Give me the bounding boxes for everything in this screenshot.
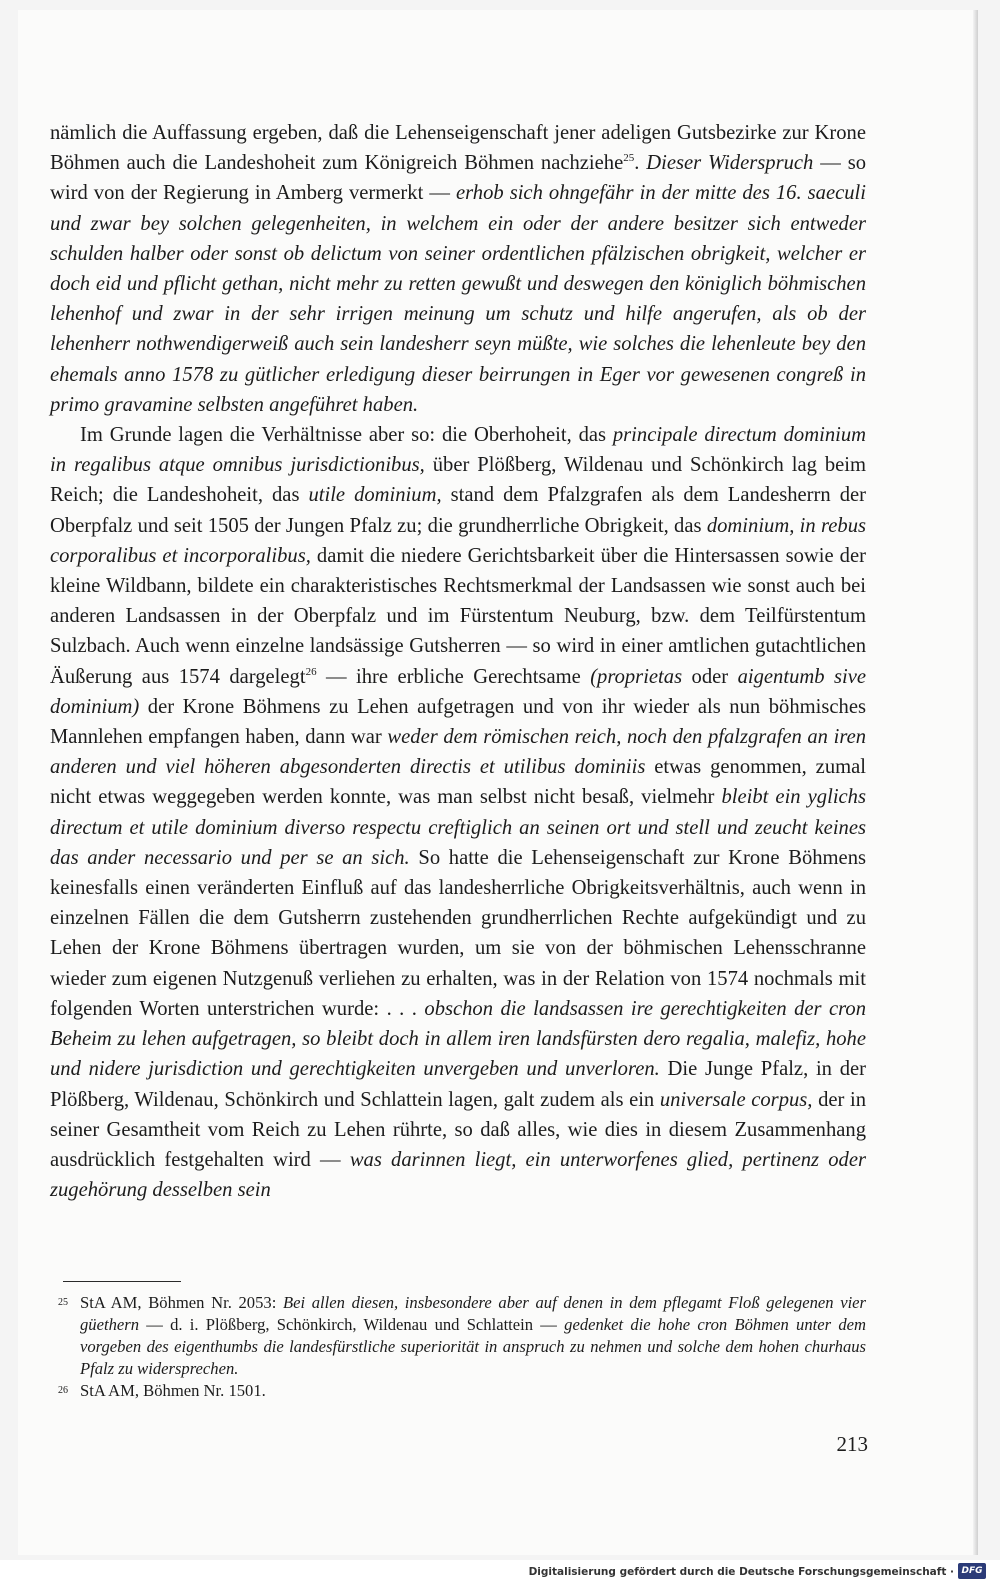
text-span: damit die niedere Gerichtsbarkeit über die Hintersassen sowie der kleine Wildbann, bildete ein charakteristisches Rechtsmerkmal der Landsassen wie sonst auch bei anderen Landsassen in der Oberpfalz und im Fürstentum Neuburg, bzw. dem Teilfürstentum Sulzbach. Auch wenn einzelne landsässige Gutsherren — so wird in einer amtlichen gutachtlichen Äußerung aus 1574 dargelegt bbox=[50, 544, 866, 688]
text-span: nämlich die Auffassung ergeben, daß die Lehenseigenschaft jener adeligen Gutsbezirke zur Krone Böhmen auch die Landeshoheit zum Königreich Böhmen nachziehe bbox=[50, 122, 866, 175]
italic-span: Bei allen diesen, insbesondere aber auf denen in dem pflegamt Floß gelegenen vier güethern bbox=[80, 1293, 867, 1334]
footnote-number: 25 bbox=[58, 1297, 68, 1308]
footnote-25 bbox=[50, 1292, 866, 1380]
page-edge-shadow bbox=[973, 10, 978, 1555]
italic-span: weder dem römischen reich, noch den pfalzgrafen an iren anderen und viel höheren abgesonderten directis et utilibus dominiis bbox=[50, 726, 867, 779]
text-span: — ihre erbliche Gerechtsame bbox=[316, 665, 591, 688]
italic-span: principale directum dominium in regalibus atque omnibus jurisdictionibus, bbox=[50, 424, 867, 477]
italic-span: gedenket die hohe cron Böhmen unter dem vorgeben des eigenthumbs die landesfürstliche superiorität in anspruch zu nehmen und solche dem hohen churhaus Pfalz zu widersprechen. bbox=[80, 1315, 866, 1378]
text-span: . bbox=[634, 152, 647, 175]
italic-span: Dieser Widerspruch bbox=[646, 152, 814, 175]
text-span: StA AM, Böhmen Nr. 2053: bbox=[80, 1293, 283, 1312]
text-span: — so wird von der Regierung in Amberg vermerkt — bbox=[50, 152, 867, 205]
italic-span: was darinnen liegt, ein unterworfenes glied, pertinenz oder zugehörung desselben sein bbox=[50, 1148, 866, 1202]
footnote-26 bbox=[50, 1380, 866, 1402]
text-span: der Krone Böhmens zu Lehen aufgetragen und von ihr wieder als nun böhmisches Mannlehen empfangen haben, dann war bbox=[50, 695, 866, 749]
text-span: oder bbox=[682, 665, 738, 688]
text-span: StA AM, Böhmen Nr. 1501. bbox=[80, 1381, 266, 1400]
text-span: stand dem Pfalzgrafen als dem Landesherrn der Oberpfalz und seit 1505 der Jungen Pfalz zu; die grundherrliche Obrigkeit, das bbox=[50, 484, 866, 537]
footnote-number: 26 bbox=[58, 1385, 68, 1396]
paragraph-1 bbox=[50, 118, 866, 420]
italic-span: dominium, in rebus corporalibus et incorporalibus, bbox=[50, 514, 867, 567]
text-span: — d. i. Plößberg, Schönkirch, Wildenau und Schlattein — bbox=[139, 1315, 565, 1334]
text-span: Im Grunde lagen die Verhältnisse aber so: die Oberhoheit, das bbox=[80, 424, 613, 447]
italic-span: universale corpus, bbox=[659, 1088, 813, 1111]
credit-text: Digitalisierung gefördert durch die Deutsche Forschungsgemeinschaft · bbox=[528, 1566, 954, 1578]
text-span: über Plößberg, Wildenau und Schönkirch lag beim Reich; die Landeshoheit, das bbox=[50, 454, 866, 507]
text-span: So hatte die Lehenseigenschaft zur Krone Böhmens keinesfalls einen veränderten Einfluß auf das landesherrliche Obrigkeitsverhältnis, auch wenn in einzelnen Fällen die dem Gutsherrn zustehenden grundherrlichen Rechte aufgekündigt und zu Lehen der Krone Böhmens übertragen wurden, um sie von der böhmischen Lehensschranne wieder zum eigenen Nutzgenuß verliehen zu erhalten, was in der Relation von 1574 nochmals mit folgenden Worten unterstrichen wurde: . . . bbox=[50, 846, 867, 1020]
text-span: Die Junge Pfalz, in der Plößberg, Wildenau, Schönkirch und Schlattein lagen, galt zudem als ein bbox=[50, 1058, 866, 1111]
paragraph-2 bbox=[50, 420, 866, 1205]
italic-span: bleibt ein yglichs directum et utile dominium diverso respectu creftiglich an seinen ort und stell und zeucht keines das ander necessario und per se an sich. bbox=[50, 786, 866, 869]
italic-span: obschon die landsassen ire gerechtigkeiten der cron Beheim zu lehen aufgetragen, so bleibt doch in allem iren landsfürsten dero regalia, malefiz, hohe und nidere jurisdiction und gerechtigkeiten unvergeben und unverloren. bbox=[50, 997, 867, 1081]
italic-span: aigentumb sive dominium) bbox=[50, 665, 866, 718]
footnotes bbox=[50, 1292, 866, 1402]
italic-span: (proprietas bbox=[590, 665, 683, 688]
page-number: 213 bbox=[836, 1432, 868, 1456]
italic-span: erhob sich ohngefähr in der mitte des 16. saeculi und zwar bey solchen gelegenheiten, in welchem ein oder der andere besitzer sich entweder schulden halber oder sonst ob delictum von seiner ordentlichen pfälzischen obrigkeit, welcher er doch eid und pflicht gethan, nicht mehr zu retten gewußt und deswegen den königlich böhmischen lehenhof und zwar in der sehr irrigen meinung um schutz und hilfe angerufen, als ob der lehenherr nothwendigerweiß auch sein landesherr seyn müßte, wie solches die lehenleute bey den ehemals anno 1578 zu gütlicher erledigung dieser beirrungen in Eger vor gewesenen congreß in primo gravamine selbsten angeführet haben. bbox=[50, 182, 866, 416]
body-text bbox=[50, 118, 866, 1205]
italic-span: utile dominium, bbox=[308, 484, 442, 507]
footnote-divider bbox=[63, 1281, 181, 1282]
footnote-marker: 26 bbox=[305, 665, 317, 678]
digitization-credit-bar bbox=[0, 1560, 1000, 1586]
text-span: etwas genommen, zumal nicht etwas weggegeben werden konnte, was man selbst nicht besaß, vielmehr bbox=[50, 756, 866, 809]
dfg-logo: DFG bbox=[958, 1563, 986, 1579]
text-span: der in seiner Gesamtheit vom Reich zu Lehen rührte, so daß alles, wie dies in diesem Zusammenhang ausdrücklich festgehalten wird — bbox=[50, 1088, 866, 1171]
footnote-marker: 25 bbox=[623, 152, 635, 165]
